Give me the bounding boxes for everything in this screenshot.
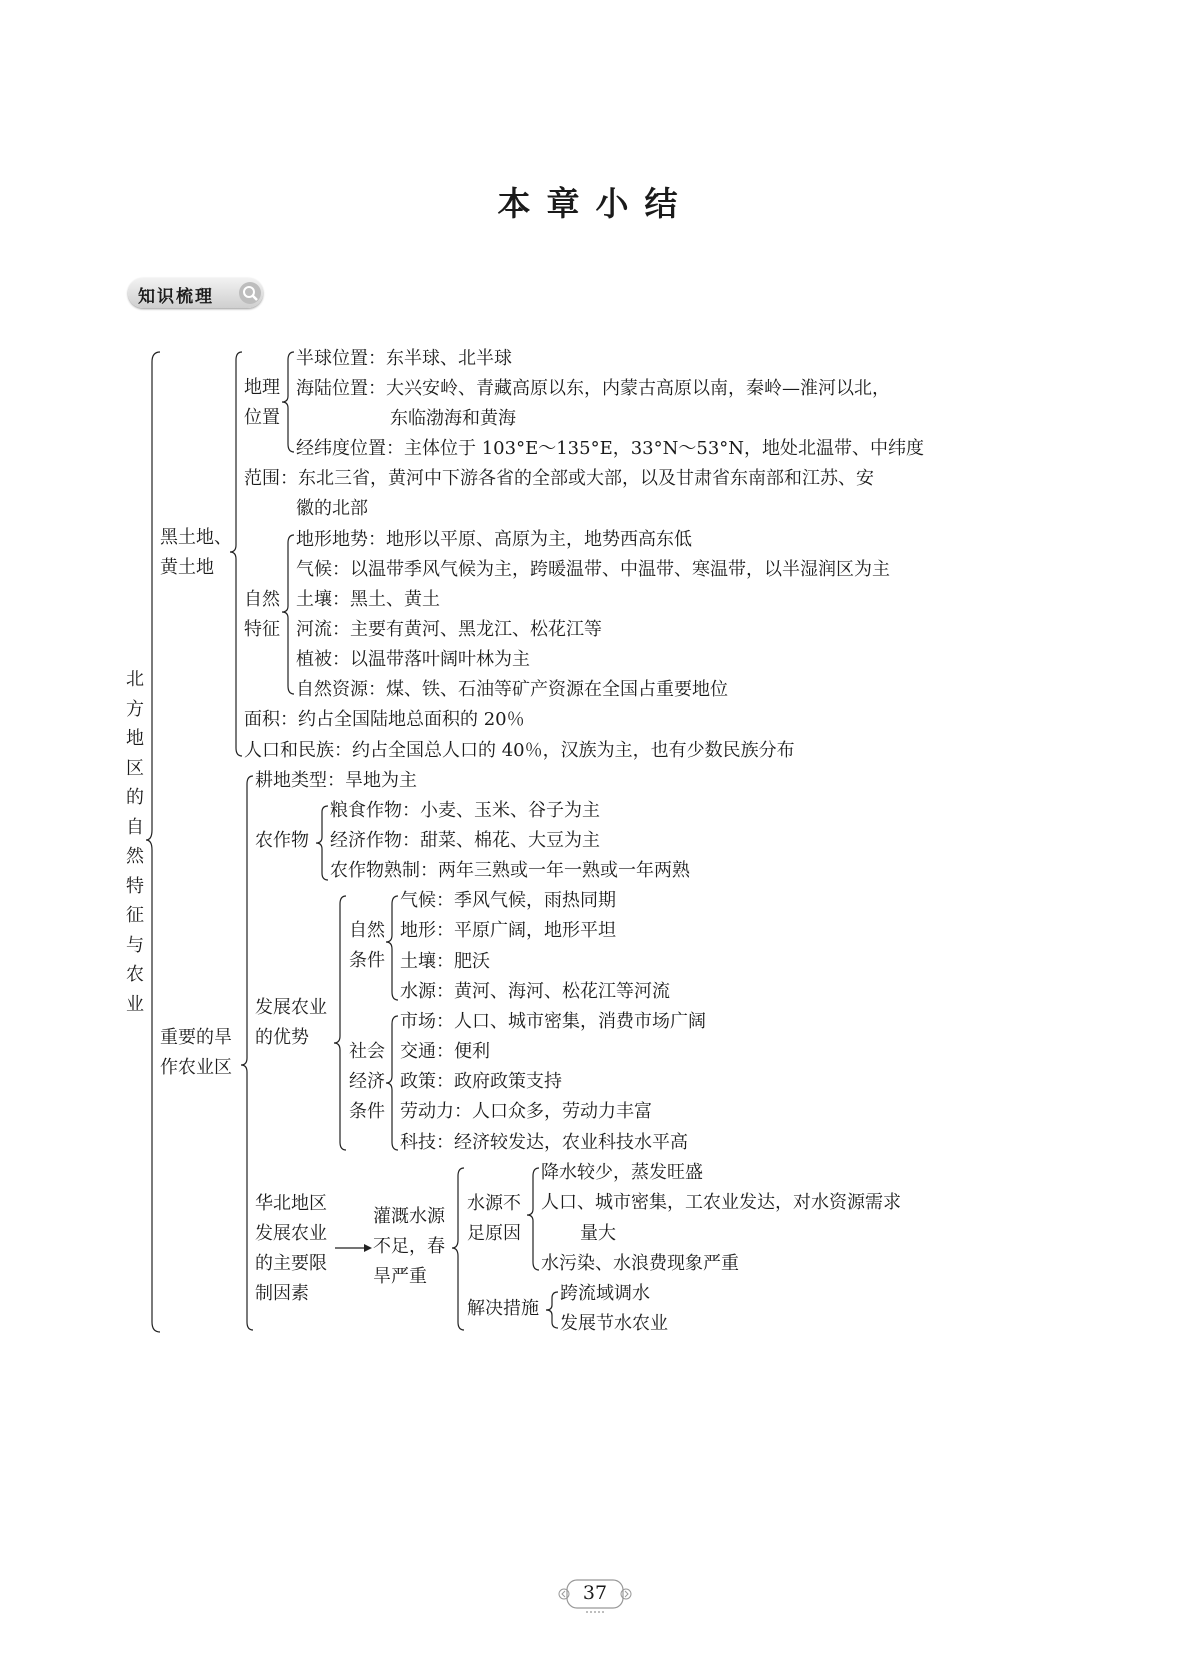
- cause-label-1: 水源不: [467, 1193, 521, 1214]
- limit-mid-2: 不足，春: [373, 1236, 445, 1257]
- soc-cond-4: 劳动力：人口众多，劳动力丰富: [400, 1101, 652, 1122]
- sol-label: 解决措施: [467, 1298, 539, 1319]
- range-2: 徽的北部: [296, 498, 368, 519]
- nat-cond-label-2: 条件: [349, 950, 385, 971]
- land-type: 耕地类型：旱地为主: [255, 770, 417, 791]
- brace-loc: [282, 352, 294, 452]
- b2-label-1: 重要的旱: [160, 1027, 232, 1048]
- nat-5: 植被：以温带落叶阔叶林为主: [296, 649, 530, 670]
- soc-cond-3: 政策：政府政策支持: [400, 1071, 562, 1092]
- soc-cond-label-3: 条件: [349, 1101, 385, 1122]
- nat-4: 河流：主要有黄河、黑龙江、松花江等: [296, 619, 602, 640]
- soc-cond-5: 科技：经济较发达，农业科技水平高: [400, 1132, 688, 1153]
- cause-label-2: 足原因: [467, 1223, 521, 1244]
- sol-1: 跨流域调水: [560, 1283, 650, 1304]
- b1-label-1: 黑土地、: [160, 527, 232, 548]
- range-1: 范围：东北三省，黄河中下游各省的全部或大部，以及甘肃省东南部和江苏、安: [244, 468, 874, 489]
- loc-1: 半球位置：东半球、北半球: [296, 348, 512, 369]
- nat-label-2: 特征: [244, 619, 280, 640]
- nat-cond-3: 土壤：肥沃: [400, 951, 490, 972]
- crops-2: 经济作物：甜菜、棉花、大豆为主: [330, 830, 600, 851]
- brace-cause: [527, 1168, 539, 1270]
- nat-cond-1: 气候：季风气候，雨热同期: [400, 890, 616, 911]
- crops-label: 农作物: [255, 830, 309, 851]
- brace-adv: [334, 896, 346, 1150]
- crops-1: 粮食作物：小麦、玉米、谷子为主: [330, 800, 600, 821]
- brace-root: [146, 352, 160, 1332]
- cause-3: 量大: [580, 1223, 616, 1244]
- nat-3: 土壤：黑土、黄土: [296, 589, 440, 610]
- nat-cond-4: 水源：黄河、海河、松花江等河流: [400, 981, 670, 1002]
- page-number-badge: [555, 1578, 635, 1614]
- area: 面积：约占全国陆地总面积的 20％: [244, 709, 525, 730]
- page-title: 本章小结: [497, 184, 694, 223]
- nat-6: 自然资源：煤、铁、石油等矿产资源在全国占重要地位: [296, 679, 728, 700]
- loc-2: 海陆位置：大兴安岭、青藏高原以东，内蒙古高原以南，秦岭—淮河以北，: [296, 378, 890, 399]
- limit-label-4: 制因素: [255, 1283, 309, 1304]
- loc-label-1: 地理: [244, 377, 280, 398]
- nat-2: 气候：以温带季风气候为主，跨暖温带、中温带、寒温带，以半湿润区为主: [296, 559, 890, 580]
- soc-cond-label-2: 经济: [349, 1071, 385, 1092]
- population: 人口和民族：约占全国总人口的 40％，汉族为主，也有少数民族分布: [244, 740, 795, 761]
- nat-label-1: 自然: [244, 589, 280, 610]
- nat-cond-2: 地形：平原广阔，地形平坦: [400, 920, 616, 941]
- limit-mid-1: 灌溉水源: [373, 1206, 445, 1227]
- root-label: 北 方 地 区 的 自 然 特 征 与 农 业: [126, 669, 144, 1015]
- page-number: 37: [582, 1582, 608, 1604]
- brace-nat: [282, 535, 294, 694]
- cause-2: 人口、城市密集，工农业发达，对水资源需求: [541, 1192, 901, 1213]
- limit-label-2: 发展农业: [255, 1223, 327, 1244]
- crops-3: 农作物熟制：两年三熟或一年一熟或一年两熟: [330, 860, 690, 881]
- loc-3: 东临渤海和黄海: [390, 408, 516, 429]
- adv-label-2: 的优势: [255, 1027, 309, 1048]
- brace-crops: [316, 806, 328, 880]
- sol-2: 发展节水农业: [560, 1313, 668, 1334]
- brace-b1: [230, 352, 242, 756]
- brace-b2: [241, 776, 253, 1330]
- nat-1: 地形地势：地形以平原、高原为主，地势西高东低: [296, 529, 692, 550]
- brace-limit: [452, 1168, 464, 1330]
- soc-cond-2: 交通：便利: [400, 1041, 490, 1062]
- brace-sol: [546, 1292, 558, 1328]
- loc-4: 经纬度位置：主体位于 103°E～135°E，33°N～53°N，地处北温带、中纬度: [296, 438, 925, 459]
- section-badge-label: 知识梳理: [138, 287, 214, 307]
- limit-mid-3: 旱严重: [373, 1266, 427, 1287]
- soc-cond-1: 市场：人口、城市密集，消费市场广阔: [400, 1011, 706, 1032]
- arrow-head: [364, 1244, 372, 1252]
- cause-1: 降水较少，蒸发旺盛: [541, 1162, 703, 1183]
- nat-cond-label-1: 自然: [349, 920, 385, 941]
- limit-label-3: 的主要限: [255, 1253, 327, 1274]
- limit-label-1: 华北地区: [255, 1193, 327, 1214]
- b1-label-2: 黄土地: [160, 557, 214, 578]
- brace-soccond: [386, 1016, 398, 1150]
- brace-natcond: [386, 896, 398, 1000]
- loc-label-2: 位置: [244, 407, 280, 428]
- adv-label-1: 发展农业: [255, 997, 327, 1018]
- b2-label-2: 作农业区: [160, 1057, 232, 1078]
- cause-4: 水污染、水浪费现象严重: [541, 1253, 739, 1274]
- soc-cond-label-1: 社会: [349, 1041, 385, 1062]
